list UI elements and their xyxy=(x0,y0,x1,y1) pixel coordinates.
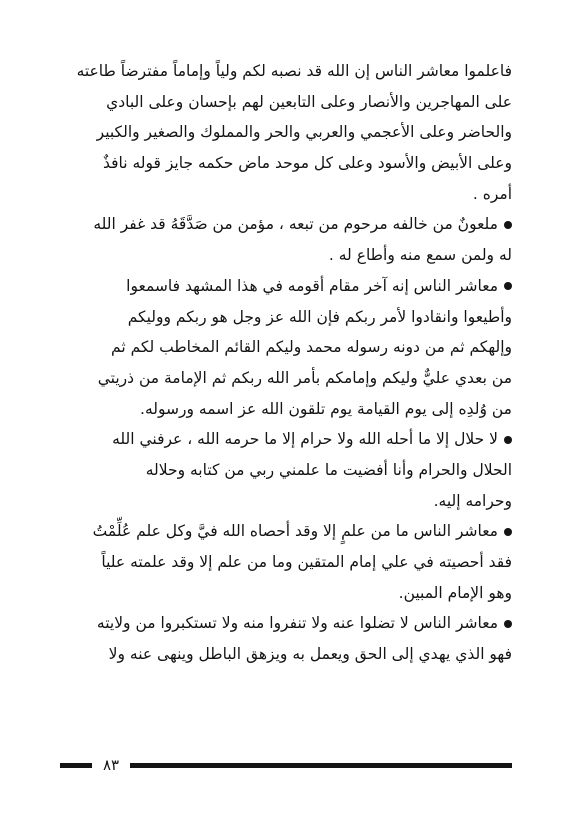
text-line xyxy=(62,486,512,517)
text-line xyxy=(62,302,512,333)
line-text: من وُلدِه إلى يوم القيامة يوم تلقون الله عز اسمه ورسوله. xyxy=(140,399,512,418)
line-text: فاعلموا معاشر الناس إن الله قد نصبه لكم ولياً وإماماً مفترضاً طاعته xyxy=(76,62,512,80)
text-line xyxy=(62,179,512,210)
footer-rule-left xyxy=(60,763,92,768)
text-line xyxy=(62,516,512,547)
text-line xyxy=(62,240,512,271)
line-text: له ولمن سمع منه وأطاع له . xyxy=(328,246,512,265)
text-line xyxy=(62,87,512,118)
text-line xyxy=(62,578,512,609)
line-text: لا حلال إلا ما أحله الله ولا حرام إلا ما حرمه الله ، عرفني الله xyxy=(112,430,498,449)
bullet-icon xyxy=(504,528,512,536)
line-text: والحاضر وعلى الأعجمي والعربي والحر والمملوك والصغير والكبير xyxy=(96,123,512,142)
text-line xyxy=(62,639,512,670)
text-line xyxy=(62,455,512,486)
bullet-icon xyxy=(504,282,512,290)
bullet-icon xyxy=(504,221,512,229)
text-line xyxy=(62,209,512,240)
line-text: الحلال والحرام وأنا أفضيت ما علمني ربي من كتابه وحلاله xyxy=(145,460,512,479)
line-text: وأطيعوا وانقادوا لأمر ربكم فإن الله عز وجل هو ربكم ووليكم xyxy=(127,307,512,326)
line-text: فهو الذي يهدي إلى الحق ويعمل به ويزهق الباطل وينهى عنه ولا xyxy=(108,645,512,664)
text-line xyxy=(62,608,512,639)
line-text: وحرامه إليه. xyxy=(433,491,512,510)
page-number: ٨٣ xyxy=(102,756,120,774)
footer-rule-right xyxy=(130,763,512,768)
line-text: وإلهكم ثم من دونه رسوله محمد وليكم القائم المخاطب لكم ثم xyxy=(111,338,512,357)
line-text: أمره . xyxy=(472,184,512,203)
body-text xyxy=(62,56,512,670)
line-text: من بعدي عليٌّ وليكم وإمامكم بأمر الله ربكم ثم الإمامة من ذريتي xyxy=(97,368,512,387)
text-line xyxy=(62,271,512,302)
line-text: معاشر الناس ما من علمٍ إلا وقد أحصاه الله فيَّ وكل علم عُلِّمْتُ xyxy=(92,522,498,541)
line-text: معاشر الناس لا تضلوا عنه ولا تنفروا منه ولا تستكبروا من ولايته xyxy=(96,614,498,633)
line-text: وهو الإمام المبين. xyxy=(398,583,512,602)
line-text: فقد أحصيته في علي إمام المتقين وما من علم إلا وقد علمته علياً xyxy=(101,553,512,571)
bullet-icon xyxy=(504,436,512,444)
line-text: معاشر الناس إنه آخر مقام أقومه في هذا المشهد فاسمعوا xyxy=(126,276,498,295)
text-line xyxy=(62,332,512,363)
text-line xyxy=(62,117,512,148)
text-line xyxy=(62,148,512,179)
bullet-icon xyxy=(504,620,512,628)
text-line xyxy=(62,394,512,425)
text-line xyxy=(62,424,512,455)
text-line xyxy=(62,56,512,87)
line-text: على المهاجرين والأنصار وعلى التابعين لهم بإحسان وعلى البادي xyxy=(106,92,512,111)
text-line xyxy=(62,547,512,578)
text-line xyxy=(62,363,512,394)
line-text: وعلى الأبيض والأسود وعلى كل موحد ماض حكمه جايز قوله نافذٌ xyxy=(102,154,512,173)
page-footer xyxy=(60,756,512,774)
line-text: ملعونٌ من خالفه مرحوم من تبعه ، مؤمن من صَدَّقَهُ قد غفر الله xyxy=(93,215,498,234)
